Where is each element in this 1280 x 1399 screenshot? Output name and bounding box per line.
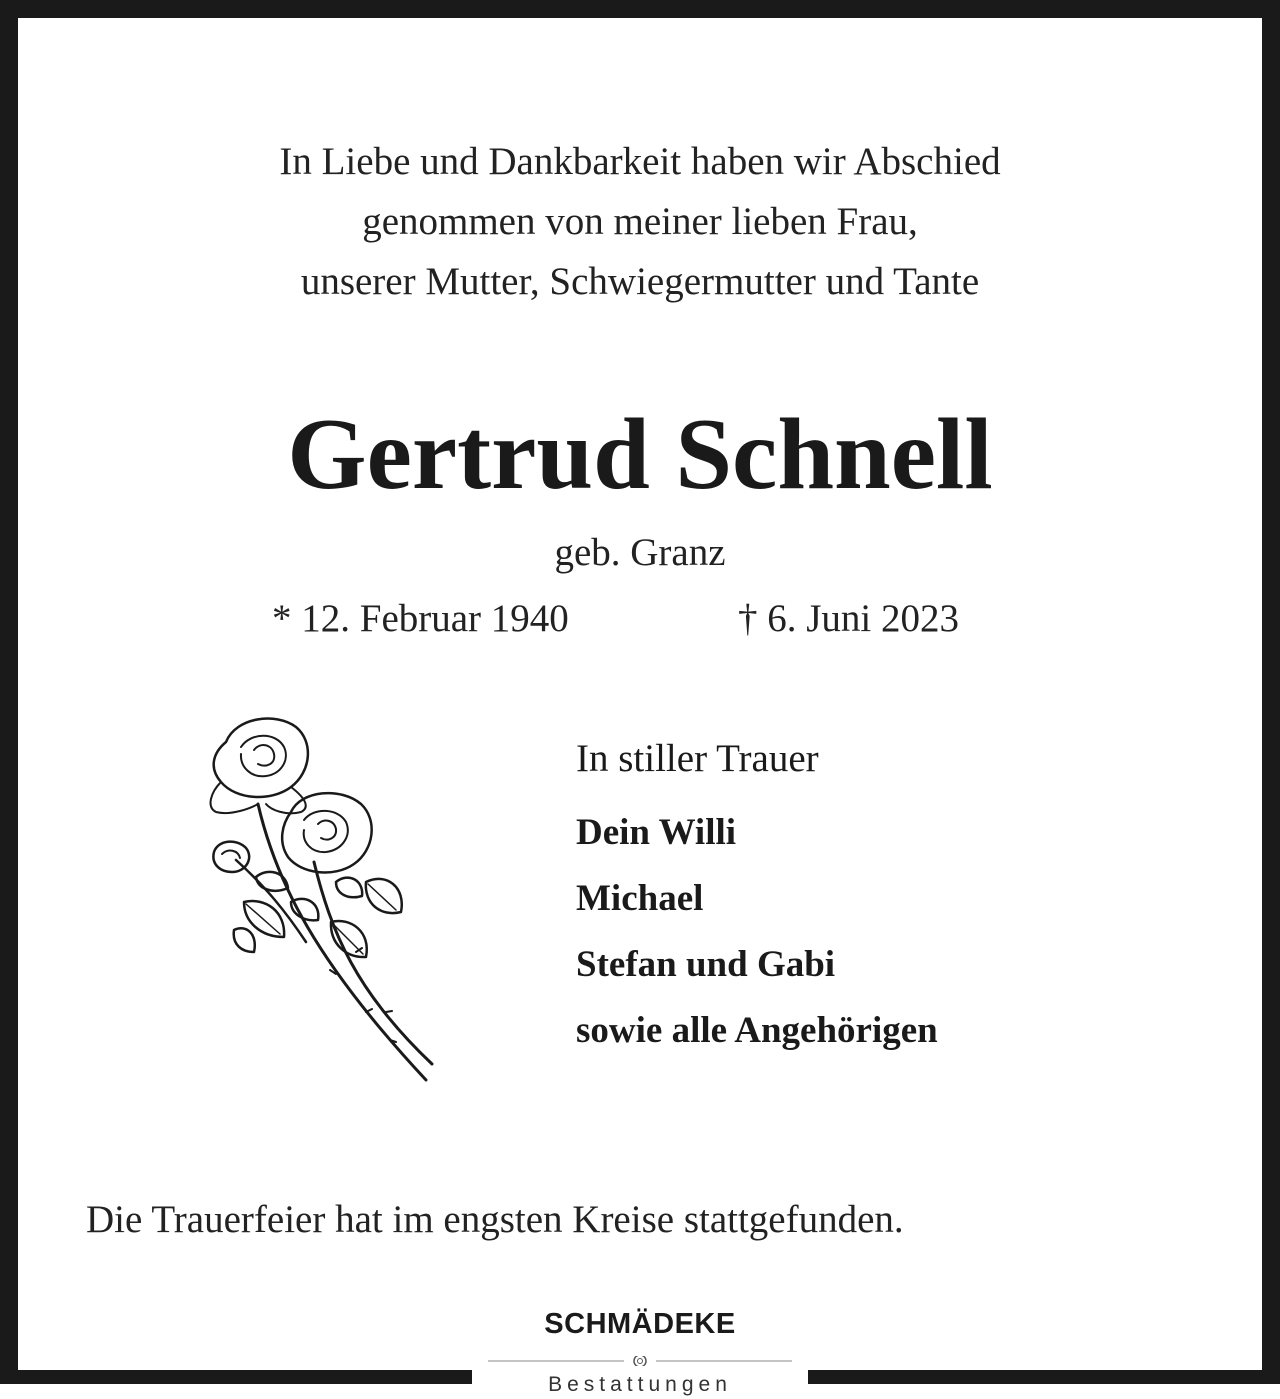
maiden-name: geb. Granz <box>554 531 726 574</box>
mourners-block <box>576 730 938 1064</box>
mourning-lead: In stiller Trauer <box>576 737 819 780</box>
frame-top <box>0 0 1280 18</box>
intro-line: In Liebe und Dankbarkeit haben wir Abschied <box>279 140 1001 183</box>
swirl-ornament-icon <box>488 1356 792 1366</box>
mourner-name: Dein Willi <box>576 812 737 853</box>
life-dates <box>0 593 1280 645</box>
mourner-name: Michael <box>576 878 704 919</box>
frame-bottom-left <box>0 1370 472 1384</box>
frame-bottom-right <box>808 1370 1280 1384</box>
intro-text <box>0 132 1280 312</box>
mourner-name: Stefan und Gabi <box>576 944 836 985</box>
birth-date: * 12. Februar 1940 <box>272 597 569 640</box>
ceremony-note: Die Trauerfeier hat im engsten Kreise stattgefunden. <box>86 1198 904 1241</box>
intro-line: unserer Mutter, Schwiegermutter und Tante <box>300 260 980 303</box>
mourner-name: sowie alle Angehörigen <box>576 1010 938 1051</box>
funeral-home-logo <box>488 1300 792 1399</box>
intro-line: genommen von meiner lieben Frau, <box>362 200 918 243</box>
roses-icon <box>196 712 446 1084</box>
funeral-home-subtitle: Bestattungen <box>548 1373 732 1396</box>
death-date: † 6. Juni 2023 <box>738 597 960 640</box>
funeral-home-name: SCHMÄDEKE <box>544 1308 736 1340</box>
deceased-name: Gertrud Schnell <box>287 398 993 511</box>
